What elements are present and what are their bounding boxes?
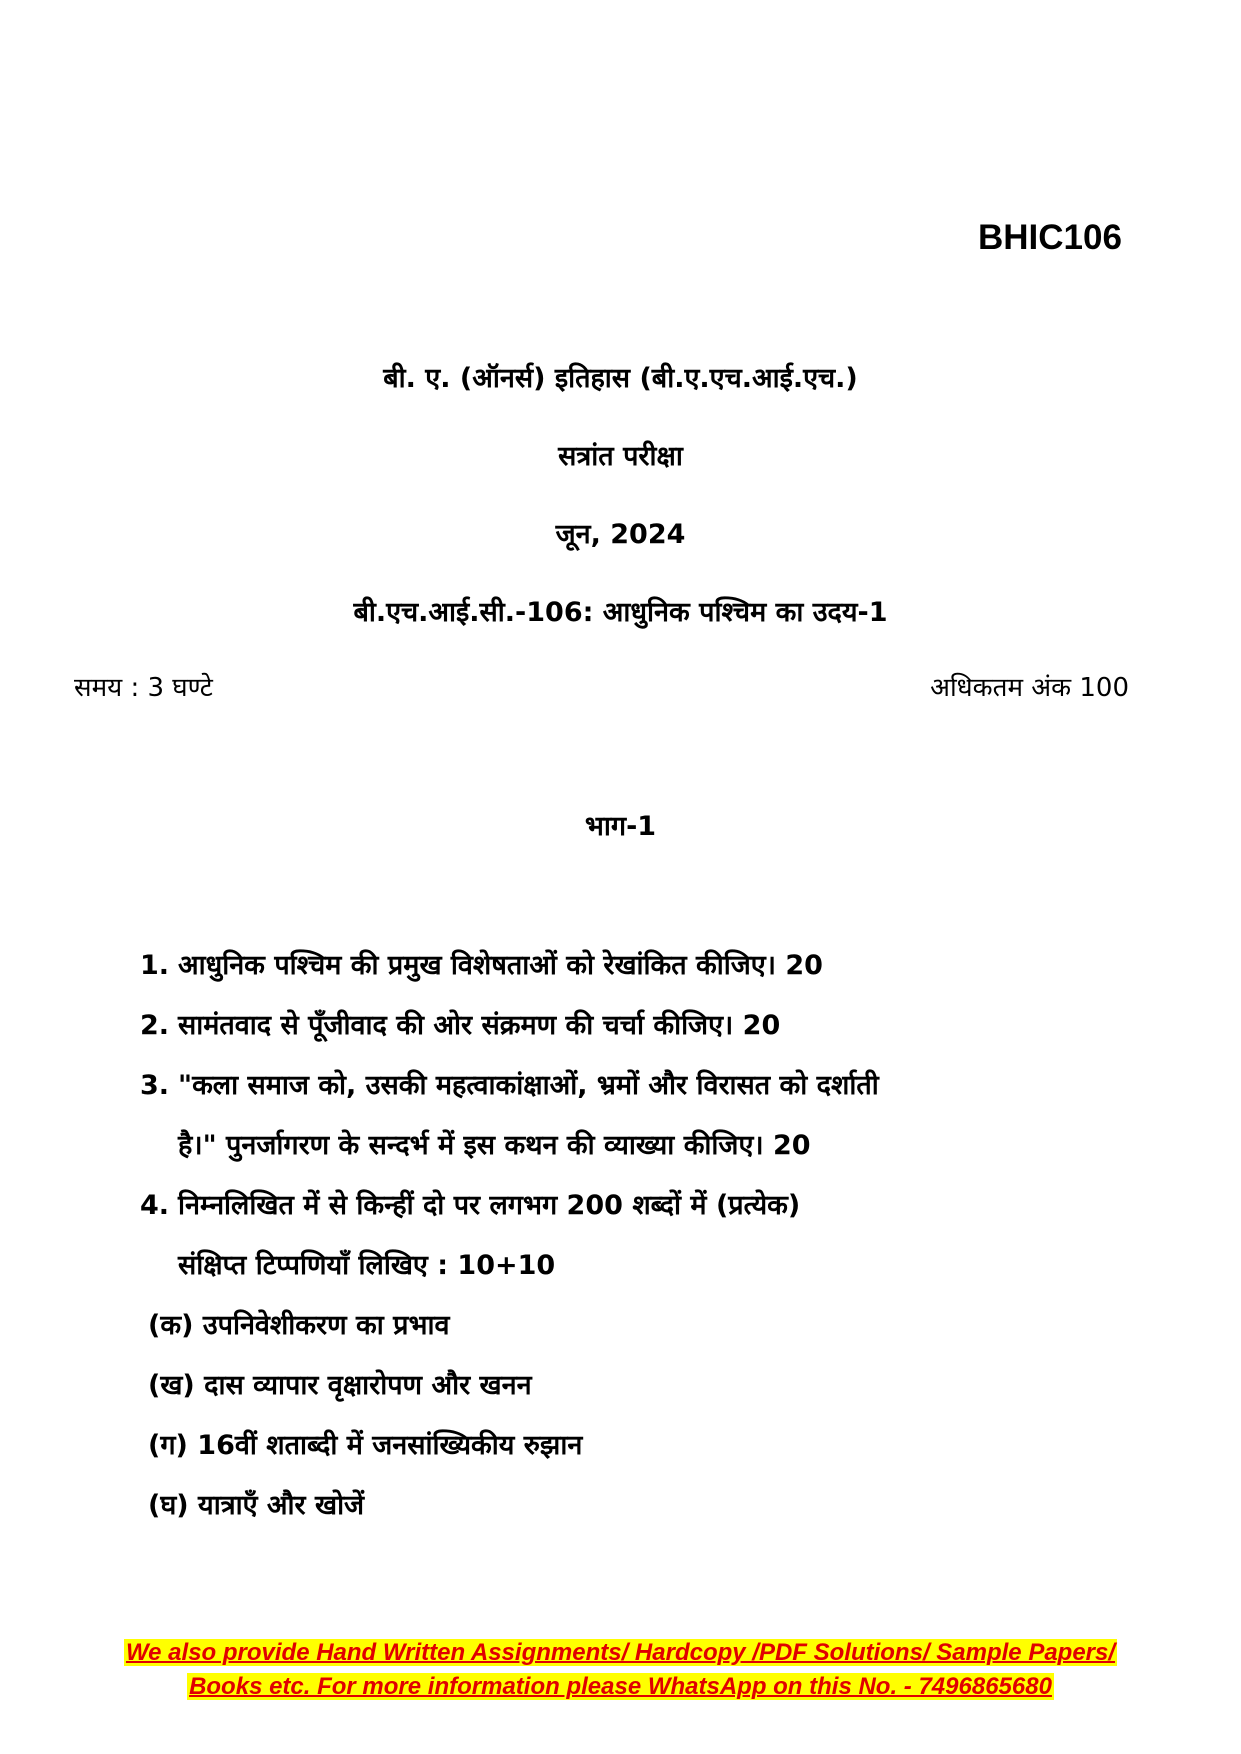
exam-session: जून, 2024 [555,519,686,550]
course-code: BHIC106 [978,218,1122,257]
sub-item-ga: (ग) 16वीं शताब्दी में जनसांख्यिकीय रुझान [148,1430,583,1461]
question-4 [140,1185,800,1222]
question-1 [140,945,823,982]
promo-footer [0,1636,1241,1704]
course-title: बी.एच.आई.सी.-106: आधुनिक पश्चिम का उदय-1 [353,597,888,628]
sub-item-gha: (घ) यात्राएँ और खोजें [148,1490,365,1521]
section-heading: भाग-1 [584,811,657,842]
maximum-marks: अधिकतम अंक 100 [930,673,1129,703]
question-number: 4. [140,1190,170,1221]
promo-line-2: Books etc. For more information please WhatsApp on this No. - 7496865680 [189,1673,1052,1700]
question-text: "कला समाज को, उसकी महत्वाकांक्षाओं, भ्रमों और विरासत को दर्शाती [178,1070,879,1101]
promo-line-1: We also provide Hand Written Assignments/ Hardcopy /PDF Solutions/ Sample Papers/ [125,1639,1116,1666]
sub-item-ka: (क) उपनिवेशीकरण का प्रभाव [148,1310,450,1341]
question-text: आधुनिक पश्चिम की प्रमुख विशेषताओं को रेखांकित कीजिए। 20 [178,950,823,981]
question-2 [140,1005,780,1042]
question-3 [140,1065,879,1102]
exam-type: सत्रांत परीक्षा [558,441,683,472]
question-number: 3. [140,1070,170,1101]
question-number: 2. [140,1010,170,1041]
time-allowed: समय : 3 घण्टे [74,673,213,703]
question-3-continuation: है।" पुनर्जागरण के सन्दर्भ में इस कथन की व्याख्या कीजिए। 20 [178,1130,811,1161]
sub-item-kha: (ख) दास व्यापार वृक्षारोपण और खनन [148,1370,532,1401]
programme-title: बी. ए. (ऑनर्स) इतिहास (बी.ए.एच.आई.एच.) [383,363,858,394]
question-4-continuation: संक्षिप्त टिप्पणियाँ लिखिए : 10+10 [178,1250,556,1281]
question-text: सामंतवाद से पूँजीवाद की ओर संक्रमण की चर्चा कीजिए। 20 [178,1010,781,1041]
question-number: 1. [140,950,170,981]
question-text: निम्नलिखित में से किन्हीं दो पर लगभग 200 शब्दों में (प्रत्येक) [178,1190,801,1221]
